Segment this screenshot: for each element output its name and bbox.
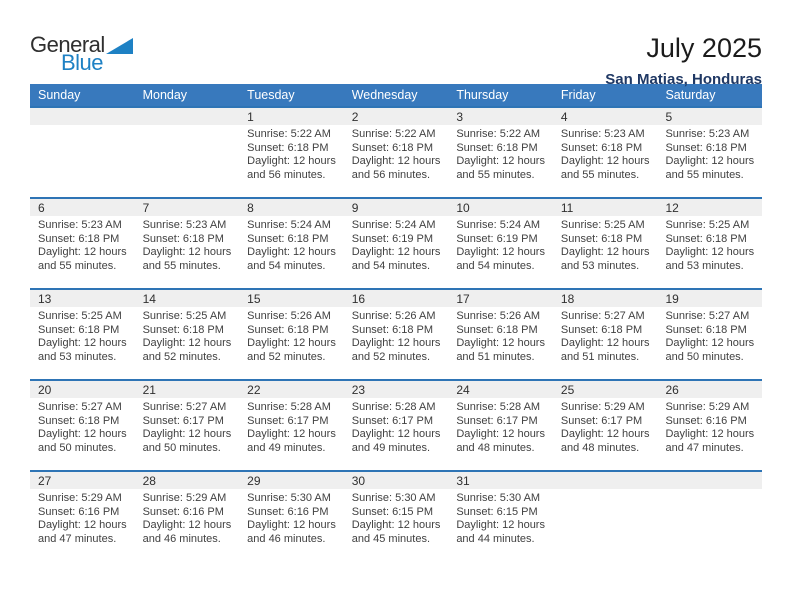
- day-detail-line: Sunset: 6:19 PM: [351, 232, 434, 245]
- day-detail-line: Sunset: 6:18 PM: [351, 141, 434, 154]
- calendar-cell: [30, 199, 135, 288]
- day-detail-line: and 52 minutes.: [351, 350, 431, 363]
- day-number-strip: [135, 381, 240, 398]
- day-details: [344, 398, 449, 455]
- day-number: 19: [665, 292, 679, 306]
- day-number: 28: [142, 474, 156, 488]
- day-detail-line: Daylight: 12 hours: [38, 519, 127, 532]
- day-number: 21: [142, 383, 156, 397]
- day-detail-line: Daylight: 12 hours: [351, 337, 441, 350]
- calendar-cell: [657, 472, 762, 561]
- day-detail-line: and 52 minutes.: [142, 350, 221, 363]
- weekday-cell: Tuesday: [247, 88, 295, 102]
- day-detail-line: Daylight: 12 hours: [142, 428, 232, 441]
- day-detail-line: Sunset: 6:17 PM: [142, 414, 224, 427]
- calendar-cell: [135, 290, 240, 379]
- day-detail-line: and 45 minutes.: [351, 532, 431, 545]
- day-number: 17: [456, 292, 470, 306]
- calendar-cell: [448, 199, 553, 288]
- day-number-strip: [448, 472, 553, 489]
- day-detail-line: Sunset: 6:18 PM: [142, 232, 224, 245]
- day-detail-line: Sunrise: 5:28 AM: [247, 401, 331, 413]
- week-row: [30, 197, 762, 288]
- day-number: 2: [351, 110, 359, 124]
- day-number-strip: [344, 108, 449, 125]
- day-detail-line: Daylight: 12 hours: [456, 246, 545, 259]
- day-number: 12: [665, 201, 679, 215]
- day-detail-line: Daylight: 12 hours: [142, 337, 232, 350]
- day-number-strip: [30, 108, 135, 125]
- day-detail-line: and 55 minutes.: [665, 168, 744, 181]
- day-details: [344, 489, 449, 546]
- calendar-cell: [657, 108, 762, 197]
- day-detail-line: Sunset: 6:18 PM: [560, 323, 643, 336]
- day-number: 26: [665, 383, 679, 397]
- day-details: [135, 489, 240, 546]
- day-detail-line: Sunset: 6:16 PM: [665, 414, 747, 427]
- day-detail-line: and 54 minutes.: [247, 259, 326, 272]
- day-detail-line: and 56 minutes.: [247, 168, 326, 181]
- day-details: [553, 307, 658, 364]
- day-number-strip: [448, 108, 553, 125]
- day-detail-line: Sunset: 6:18 PM: [247, 141, 329, 154]
- day-number-strip: [30, 381, 135, 398]
- day-details: [344, 125, 449, 182]
- day-detail-line: Sunset: 6:15 PM: [351, 505, 434, 518]
- day-detail-line: and 53 minutes.: [665, 259, 744, 272]
- day-detail-line: Daylight: 12 hours: [456, 428, 545, 441]
- calendar-cell: [30, 290, 135, 379]
- day-detail-line: Sunrise: 5:25 AM: [142, 310, 227, 322]
- day-number-strip: [657, 381, 762, 398]
- calendar-cell: [135, 381, 240, 470]
- logo-text-general: General: [30, 32, 105, 57]
- day-detail-line: Sunrise: 5:28 AM: [456, 401, 541, 413]
- calendar-cell: [30, 381, 135, 470]
- day-number: 4: [560, 110, 568, 124]
- day-detail-line: Daylight: 12 hours: [247, 337, 336, 350]
- day-detail-line: and 50 minutes.: [38, 441, 117, 454]
- day-detail-line: Sunset: 6:18 PM: [665, 141, 747, 154]
- day-number-strip: [657, 199, 762, 216]
- day-details: [30, 125, 135, 128]
- weekday-cell: Wednesday: [351, 88, 418, 102]
- day-detail-line: Sunrise: 5:24 AM: [456, 219, 541, 231]
- day-details: [448, 216, 553, 273]
- day-detail-line: Sunrise: 5:23 AM: [38, 219, 122, 231]
- day-detail-line: Sunrise: 5:27 AM: [665, 310, 750, 322]
- day-number: 22: [247, 383, 261, 397]
- day-detail-line: Sunset: 6:16 PM: [142, 505, 224, 518]
- calendar-cell: [239, 108, 344, 197]
- day-number-strip: [448, 381, 553, 398]
- day-detail-line: Sunrise: 5:22 AM: [456, 128, 541, 140]
- day-detail-line: Daylight: 12 hours: [560, 155, 650, 168]
- day-detail-line: Daylight: 12 hours: [247, 246, 336, 259]
- calendar-cell: [344, 290, 449, 379]
- day-details: [135, 398, 240, 455]
- day-details: [239, 125, 344, 182]
- day-details: [344, 307, 449, 364]
- calendar-cell: [553, 199, 658, 288]
- day-detail-line: Sunrise: 5:26 AM: [351, 310, 436, 322]
- day-detail-line: Sunset: 6:17 PM: [247, 414, 329, 427]
- day-number-strip: [239, 108, 344, 125]
- day-detail-line: and 55 minutes.: [38, 259, 117, 272]
- day-number: 18: [560, 292, 575, 306]
- day-detail-line: Sunrise: 5:29 AM: [665, 401, 750, 413]
- calendar-cell: [135, 108, 240, 197]
- day-detail-line: Sunset: 6:17 PM: [456, 414, 538, 427]
- day-number: 29: [247, 474, 261, 488]
- week-row: [30, 106, 762, 197]
- day-details: [239, 307, 344, 364]
- day-detail-line: Sunrise: 5:22 AM: [351, 128, 436, 140]
- day-number: 14: [142, 292, 156, 306]
- day-detail-line: Sunset: 6:18 PM: [38, 414, 120, 427]
- day-detail-line: Daylight: 12 hours: [247, 155, 336, 168]
- day-detail-line: Sunrise: 5:22 AM: [247, 128, 331, 140]
- day-detail-line: Sunrise: 5:27 AM: [38, 401, 122, 413]
- day-number-strip: [657, 108, 762, 125]
- calendar-grid: [30, 106, 762, 561]
- day-number: 16: [351, 292, 366, 306]
- day-number-strip: [553, 199, 658, 216]
- day-detail-line: and 46 minutes.: [247, 532, 326, 545]
- day-detail-line: and 54 minutes.: [456, 259, 535, 272]
- logo-text-blue: Blue: [61, 50, 104, 75]
- day-number: 23: [351, 383, 366, 397]
- day-detail-line: Sunrise: 5:26 AM: [456, 310, 541, 322]
- day-detail-line: and 47 minutes.: [665, 441, 744, 454]
- day-details: [30, 398, 135, 455]
- week-row: [30, 379, 762, 470]
- day-detail-line: and 49 minutes.: [351, 441, 431, 454]
- calendar-cell: [239, 472, 344, 561]
- day-details: [657, 216, 762, 273]
- day-number-strip: [135, 108, 240, 125]
- day-details: [239, 216, 344, 273]
- day-details: [553, 216, 658, 273]
- day-number-strip: [135, 199, 240, 216]
- top-bar: [0, 0, 792, 88]
- day-details: [30, 489, 135, 546]
- day-number-strip: [135, 472, 240, 489]
- day-number: 11: [560, 201, 574, 215]
- day-number: 25: [560, 383, 575, 397]
- day-detail-line: Daylight: 12 hours: [38, 246, 127, 259]
- day-number: 5: [665, 110, 673, 124]
- day-detail-line: Sunrise: 5:29 AM: [560, 401, 645, 413]
- day-detail-line: Sunset: 6:18 PM: [560, 232, 643, 245]
- week-row: [30, 470, 762, 561]
- day-detail-line: Sunrise: 5:27 AM: [560, 310, 645, 322]
- weekday-cell: Monday: [142, 88, 188, 102]
- day-detail-line: Daylight: 12 hours: [38, 428, 127, 441]
- day-detail-line: Daylight: 12 hours: [665, 337, 755, 350]
- day-detail-line: Sunset: 6:15 PM: [456, 505, 538, 518]
- day-detail-line: Daylight: 12 hours: [456, 519, 545, 532]
- day-number-strip: [553, 472, 658, 489]
- logo-triangle-icon: [106, 38, 133, 54]
- day-detail-line: and 44 minutes.: [456, 532, 535, 545]
- header-titles: [605, 34, 762, 88]
- location-subtitle: San Matias, Honduras: [605, 70, 762, 88]
- day-detail-line: Daylight: 12 hours: [665, 246, 755, 259]
- weekday-cell: Sunday: [38, 88, 81, 102]
- day-details: [657, 125, 762, 182]
- day-number: 30: [351, 474, 366, 488]
- day-number: 7: [142, 201, 150, 215]
- calendar-cell: [553, 381, 658, 470]
- day-detail-line: Sunset: 6:18 PM: [38, 232, 120, 245]
- day-detail-line: Sunrise: 5:23 AM: [142, 219, 227, 231]
- day-detail-line: and 48 minutes.: [560, 441, 640, 454]
- day-number-strip: [344, 472, 449, 489]
- day-detail-line: Sunset: 6:18 PM: [560, 141, 643, 154]
- day-detail-line: Daylight: 12 hours: [456, 337, 545, 350]
- day-number-strip: [657, 472, 762, 489]
- day-detail-line: Sunset: 6:18 PM: [456, 323, 538, 336]
- day-details: [553, 125, 658, 182]
- day-detail-line: and 50 minutes.: [142, 441, 221, 454]
- day-detail-line: Sunset: 6:18 PM: [665, 323, 747, 336]
- weekday-cell: Thursday: [456, 88, 509, 102]
- calendar-cell: [344, 108, 449, 197]
- day-number: 10: [456, 201, 470, 215]
- day-detail-line: Sunset: 6:16 PM: [38, 505, 120, 518]
- day-detail-line: Daylight: 12 hours: [38, 337, 127, 350]
- day-number-strip: [239, 199, 344, 216]
- day-detail-line: Daylight: 12 hours: [456, 155, 545, 168]
- day-number: 8: [247, 201, 254, 215]
- day-detail-line: and 46 minutes.: [142, 532, 221, 545]
- day-detail-line: Sunset: 6:17 PM: [351, 414, 434, 427]
- week-row: [30, 288, 762, 379]
- day-detail-line: Daylight: 12 hours: [665, 155, 755, 168]
- calendar-cell: [448, 472, 553, 561]
- general-blue-logo: [30, 34, 133, 74]
- day-number-strip: [30, 199, 135, 216]
- day-number: 15: [247, 292, 261, 306]
- day-details: [30, 216, 135, 273]
- calendar-cell: [448, 381, 553, 470]
- weekday-cell: Friday: [560, 88, 596, 102]
- day-detail-line: and 54 minutes.: [351, 259, 431, 272]
- day-details: [553, 489, 658, 492]
- day-details: [30, 307, 135, 364]
- day-details: [657, 489, 762, 492]
- day-detail-line: Sunrise: 5:27 AM: [142, 401, 227, 413]
- day-number-strip: [30, 290, 135, 307]
- day-detail-line: Sunset: 6:18 PM: [665, 232, 747, 245]
- day-number: 9: [351, 201, 359, 215]
- page-title: July 2025: [646, 33, 762, 63]
- day-detail-line: Sunset: 6:16 PM: [247, 505, 329, 518]
- day-number-strip: [344, 381, 449, 398]
- calendar-cell: [135, 472, 240, 561]
- calendar-cell: [657, 381, 762, 470]
- day-number-strip: [239, 381, 344, 398]
- day-detail-line: Sunset: 6:17 PM: [560, 414, 643, 427]
- day-detail-line: Sunset: 6:18 PM: [456, 141, 538, 154]
- day-number-strip: [30, 472, 135, 489]
- day-detail-line: Daylight: 12 hours: [142, 246, 232, 259]
- weekday-header-row: [30, 84, 762, 106]
- day-details: [239, 489, 344, 546]
- day-detail-line: Daylight: 12 hours: [560, 428, 650, 441]
- calendar-cell: [448, 108, 553, 197]
- day-detail-line: Daylight: 12 hours: [351, 246, 441, 259]
- day-detail-line: Sunset: 6:18 PM: [247, 323, 329, 336]
- weekday-cell: Saturday: [665, 88, 716, 102]
- day-number-strip: [239, 472, 344, 489]
- day-detail-line: and 53 minutes.: [560, 259, 640, 272]
- day-details: [135, 216, 240, 273]
- day-detail-line: Daylight: 12 hours: [247, 428, 336, 441]
- day-number: 27: [38, 474, 52, 488]
- calendar-cell: [553, 108, 658, 197]
- day-number: 3: [456, 110, 463, 124]
- day-detail-line: and 49 minutes.: [247, 441, 326, 454]
- day-details: [344, 216, 449, 273]
- day-number-strip: [448, 199, 553, 216]
- day-number: 20: [38, 383, 52, 397]
- calendar-cell: [657, 199, 762, 288]
- day-number-strip: [657, 290, 762, 307]
- calendar-cell: [135, 199, 240, 288]
- day-detail-line: Daylight: 12 hours: [665, 428, 755, 441]
- day-detail-line: Sunrise: 5:30 AM: [351, 492, 436, 504]
- calendar-cell: [553, 290, 658, 379]
- calendar-cell: [344, 472, 449, 561]
- day-number-strip: [135, 290, 240, 307]
- day-detail-line: Daylight: 12 hours: [247, 519, 336, 532]
- day-detail-line: and 55 minutes.: [456, 168, 535, 181]
- day-detail-line: Daylight: 12 hours: [142, 519, 232, 532]
- calendar-cell: [344, 199, 449, 288]
- day-number-strip: [344, 199, 449, 216]
- calendar: [30, 84, 762, 561]
- day-detail-line: Sunrise: 5:25 AM: [665, 219, 750, 231]
- day-details: [448, 398, 553, 455]
- day-number: 13: [38, 292, 52, 306]
- day-details: [553, 398, 658, 455]
- calendar-cell: [448, 290, 553, 379]
- calendar-cell: [239, 381, 344, 470]
- day-details: [239, 398, 344, 455]
- day-number: 31: [456, 474, 470, 488]
- day-detail-line: and 55 minutes.: [142, 259, 221, 272]
- day-detail-line: and 50 minutes.: [665, 350, 744, 363]
- calendar-cell: [239, 199, 344, 288]
- day-details: [135, 307, 240, 364]
- day-detail-line: Sunset: 6:19 PM: [456, 232, 538, 245]
- day-number-strip: [553, 290, 658, 307]
- day-detail-line: and 52 minutes.: [247, 350, 326, 363]
- calendar-cell: [344, 381, 449, 470]
- day-number-strip: [448, 290, 553, 307]
- day-detail-line: and 51 minutes.: [560, 350, 640, 363]
- calendar-cell: [30, 108, 135, 197]
- day-detail-line: and 53 minutes.: [38, 350, 117, 363]
- day-detail-line: Sunset: 6:18 PM: [142, 323, 224, 336]
- day-detail-line: Sunrise: 5:26 AM: [247, 310, 331, 322]
- calendar-cell: [553, 472, 658, 561]
- day-detail-line: Daylight: 12 hours: [560, 337, 650, 350]
- day-number: 24: [456, 383, 470, 397]
- day-detail-line: Sunrise: 5:24 AM: [351, 219, 436, 231]
- day-details: [657, 398, 762, 455]
- day-number-strip: [344, 290, 449, 307]
- day-detail-line: Daylight: 12 hours: [560, 246, 650, 259]
- day-number: 6: [38, 201, 45, 215]
- day-detail-line: Daylight: 12 hours: [351, 428, 441, 441]
- day-number-strip: [239, 290, 344, 307]
- day-details: [448, 125, 553, 182]
- calendar-cell: [239, 290, 344, 379]
- day-details: [448, 489, 553, 546]
- day-detail-line: and 51 minutes.: [456, 350, 535, 363]
- day-detail-line: and 56 minutes.: [351, 168, 431, 181]
- day-detail-line: Sunset: 6:18 PM: [38, 323, 120, 336]
- day-number-strip: [553, 108, 658, 125]
- day-detail-line: Sunrise: 5:29 AM: [38, 492, 122, 504]
- day-detail-line: and 55 minutes.: [560, 168, 640, 181]
- day-detail-line: and 47 minutes.: [38, 532, 117, 545]
- day-number: 1: [247, 110, 254, 124]
- day-details: [657, 307, 762, 364]
- day-detail-line: Sunrise: 5:30 AM: [456, 492, 541, 504]
- calendar-cell: [657, 290, 762, 379]
- day-detail-line: Sunrise: 5:25 AM: [560, 219, 645, 231]
- day-details: [135, 125, 240, 128]
- day-detail-line: Sunrise: 5:23 AM: [665, 128, 750, 140]
- day-detail-line: Sunrise: 5:25 AM: [38, 310, 122, 322]
- day-detail-line: Sunrise: 5:29 AM: [142, 492, 227, 504]
- day-detail-line: Daylight: 12 hours: [351, 519, 441, 532]
- day-detail-line: Sunset: 6:18 PM: [351, 323, 434, 336]
- day-detail-line: Sunset: 6:18 PM: [247, 232, 329, 245]
- day-details: [448, 307, 553, 364]
- day-detail-line: Daylight: 12 hours: [351, 155, 441, 168]
- day-detail-line: and 48 minutes.: [456, 441, 535, 454]
- day-number-strip: [553, 381, 658, 398]
- calendar-cell: [30, 472, 135, 561]
- day-detail-line: Sunrise: 5:30 AM: [247, 492, 331, 504]
- day-detail-line: Sunrise: 5:23 AM: [560, 128, 645, 140]
- day-detail-line: Sunrise: 5:28 AM: [351, 401, 436, 413]
- day-detail-line: Sunrise: 5:24 AM: [247, 219, 331, 231]
